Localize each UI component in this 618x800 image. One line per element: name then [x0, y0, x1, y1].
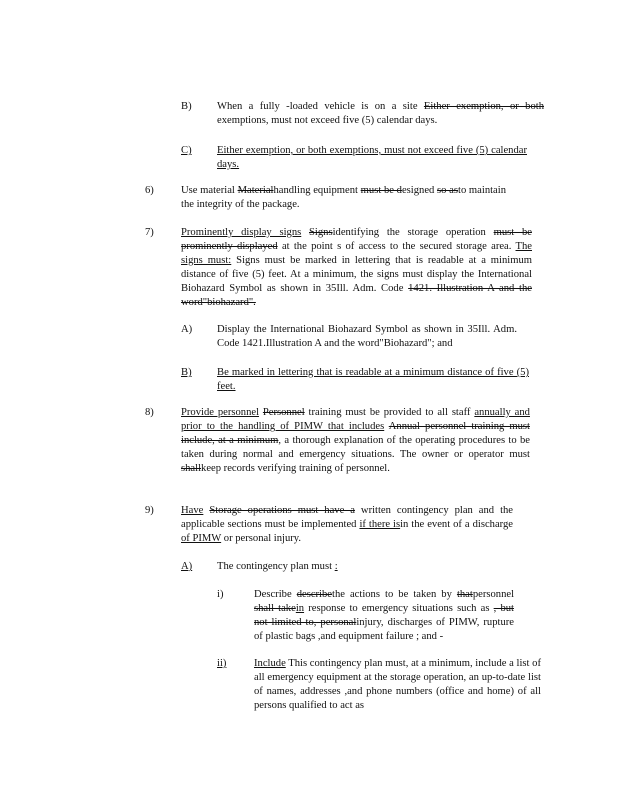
- item-c-label: C): [181, 145, 192, 156]
- item-9a-text: [217, 560, 417, 574]
- item-9-struck-1: Storage operations must have a: [209, 505, 355, 516]
- item-8-number: 8): [145, 407, 154, 418]
- item-6-text-4: to maintain the integrity of the package.: [181, 185, 507, 210]
- item-9i-struck-2: that: [456, 589, 473, 600]
- item-6-number: 6): [145, 185, 154, 196]
- item-8-text-1: training must be provided to all staff: [308, 407, 471, 418]
- item-9i-text-5: injury, discharges of PIMW, rupture of plastic bags ,and equipment failure ; and -: [254, 617, 514, 642]
- item-7a-label: A): [181, 324, 193, 335]
- item-7-number: 7): [145, 227, 154, 238]
- item-7-struck-1: Signs: [309, 227, 333, 238]
- item-9i-text-3: personnel: [472, 589, 515, 600]
- item-6-text-2: handling equipment: [273, 185, 358, 196]
- item-6-struck-1: Material: [237, 185, 274, 196]
- item-9-underlined-1: Have: [181, 505, 204, 516]
- item-b-text: [217, 100, 544, 128]
- item-9-underlined-3: of PIMW: [181, 533, 222, 544]
- item-7-underlined-2: The signs must:: [181, 241, 532, 266]
- item-7a-text-1: Display the International Biohazard Symbol as shown in 35Ill. Adm. Code 1421.Illustration A and the word"Biohazard"; and: [217, 324, 517, 349]
- item-9i-struck-4: , but not limited to, personal: [254, 603, 514, 628]
- item-8-struck-1: Personnel: [262, 407, 305, 418]
- item-7-text: [181, 226, 532, 310]
- item-6-struck-3: so as: [437, 185, 458, 196]
- item-9i-label: i): [217, 589, 224, 600]
- item-9-text: [181, 504, 513, 546]
- item-9i-text-4: response to emergency situations such as: [308, 603, 490, 614]
- item-8-text: [181, 406, 530, 476]
- item-b-text-2: exemptions, must not exceed five (5) calendar days.: [217, 115, 438, 126]
- item-7a-text: [217, 323, 517, 351]
- item-9ii-underlined: Include: [254, 658, 286, 669]
- item-9i-struck-1: describe: [296, 589, 332, 600]
- item-7-struck-2: must be prominently displayed: [181, 227, 532, 252]
- item-8-struck-3: shall: [181, 463, 202, 474]
- item-9ii-label: ii): [217, 658, 227, 669]
- item-7b-underlined: Be marked in lettering that is readable at a minimum distance of five (5) feet.: [217, 367, 529, 392]
- item-7b-label: B): [181, 367, 192, 378]
- item-8-text-2: , a thorough explanation of the operating procedures to be taken during normal and emergency situations. The owner or operator must: [181, 435, 530, 460]
- item-9a-underlined: :: [334, 561, 338, 572]
- item-9-number: 9): [145, 505, 154, 516]
- item-9i-underlined: in: [295, 603, 305, 614]
- item-c-text: [217, 144, 527, 172]
- item-9-text-1: written contingency plan and the applicable sections must be implemented: [181, 505, 514, 530]
- item-9ii-text-1: This contingency plan must, at a minimum, include a list of all emergency equipment at the storage operation, an up-to-date list of names, addresses ,and phone numbers (office and home) of all persons qualified to act as: [254, 658, 541, 711]
- item-7-struck-3: 1421. Illustration A and the word"biohazard".: [181, 283, 532, 308]
- item-6-struck-2: must be d: [360, 185, 402, 196]
- item-6-text-3: esigned: [401, 185, 435, 196]
- item-8-struck-2: Annual personnel training must include, at a minimum: [181, 421, 530, 446]
- item-9-underlined-2: if there is: [359, 519, 401, 530]
- item-b-label: B): [181, 101, 192, 112]
- item-7-text-3: Signs must be marked in lettering that is readable at a minimum distance of five (5) feet. At a minimum, the signs must display the International Biohazard Symbol as shown in 35Ill. Adm. Code: [181, 255, 533, 294]
- item-b-struck-1: Either exemption, or both: [423, 101, 544, 112]
- item-9i-text-1: Describe: [254, 589, 292, 600]
- item-9i-text: [254, 588, 514, 644]
- item-8-text-3: keep records verifying training of personnel.: [201, 463, 390, 474]
- item-7-text-1: identifying the storage operation: [332, 227, 486, 238]
- item-9a-text-1: The contingency plan must: [217, 561, 333, 572]
- item-9-text-3: or personal injury.: [223, 533, 302, 544]
- item-6-text: [181, 184, 506, 212]
- item-9a-label: A): [181, 561, 193, 572]
- item-9i-text-2: the actions to be taken by: [332, 589, 452, 600]
- item-9-text-2: in the event of a discharge: [400, 519, 513, 530]
- item-8-underlined-2: annually and prior to the handling of PIMW that includes: [181, 407, 530, 432]
- item-7-underlined-1: Prominently display signs: [181, 227, 302, 238]
- item-b-text-1: When a fully -loaded vehicle is on a site: [217, 101, 418, 112]
- item-8-underlined-1: Provide personnel: [181, 407, 260, 418]
- item-6-text-1: Use material: [181, 185, 235, 196]
- item-9i-struck-3: shall take: [254, 603, 296, 614]
- item-c-underlined: Either exemption, or both exemptions, must not exceed five (5) calendar days.: [217, 145, 527, 170]
- item-7b-text: [217, 366, 529, 394]
- item-7-text-2: at the point s of access to the secured storage area.: [281, 241, 512, 252]
- item-9ii-text: [254, 657, 541, 713]
